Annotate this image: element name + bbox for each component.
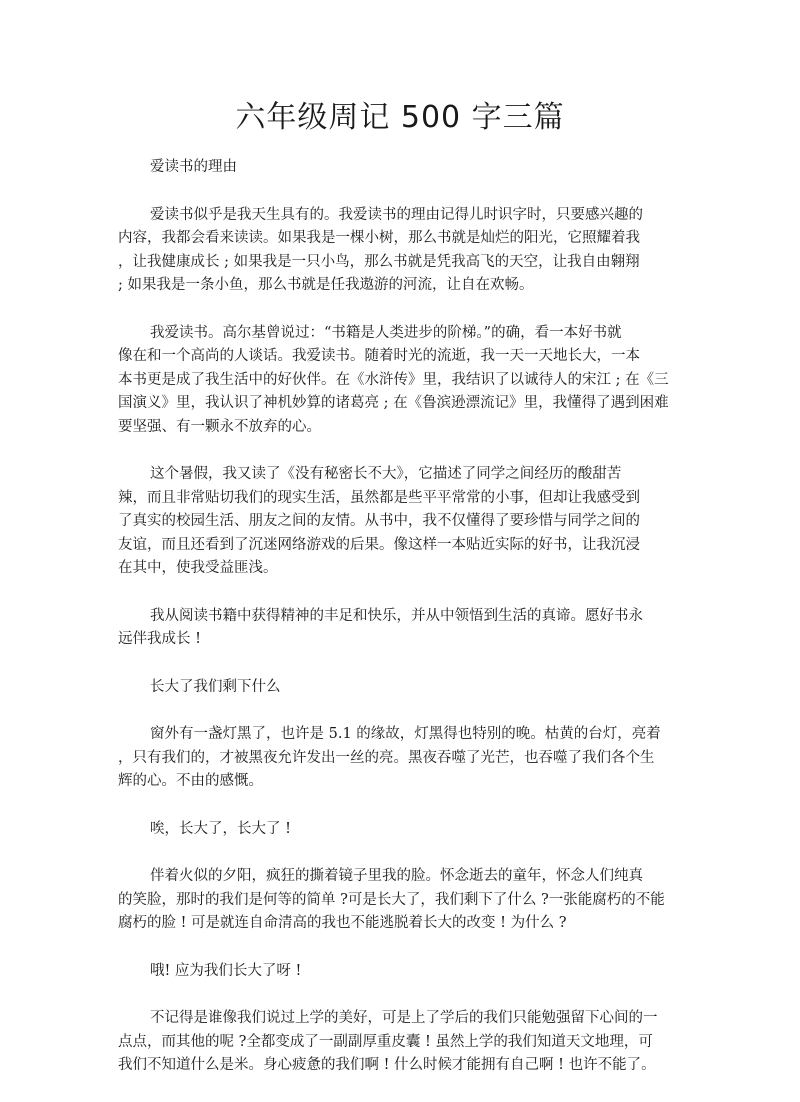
page-title: 六年级周记 500 字三篇: [235, 100, 565, 135]
paragraph-line: 像在和一个高尚的人谈话。我爱读书。随着时光的流逝，我一天一天地长大，一本: [118, 348, 640, 364]
paragraph: [118, 865, 678, 936]
paragraph: [118, 204, 678, 298]
paragraph-line: 腐朽的脸 ! 可是就连自命清高的我也不能逃脱着长大的改变 ! 为什么 ?: [118, 915, 567, 931]
paragraph-line: 我们不知道什么是米。身心疲惫的我们啊 ! 什么时候才能拥有自己啊 ! 也许不能了。: [118, 1057, 656, 1073]
paragraph-line: 要坚强、有一颗永不放弃的心。: [118, 418, 321, 435]
paragraph-line: 伴着火似的夕阳，疯狂的撕着镜子里我的脸。怀念逝去的童年，怀念人们纯真: [150, 868, 643, 884]
paragraph: [118, 1007, 678, 1078]
paragraph-line: ，让我健康成长 ; 如果我是一只小鸟，那么书就是凭我高飞的天空，让我自由翱翔: [118, 253, 640, 270]
section-heading: 唉，长大了，长大了 !: [150, 820, 291, 837]
paragraph-line: 我爱读书。高尔基曾说过：“书籍是人类进步的阶梯。”的确，看一本好书就: [150, 324, 622, 341]
paragraph-line: ; 如果我是一条小鱼，那么书就是任我遨游的河流，让自在欢畅。: [118, 277, 534, 293]
paragraph-line: 辣，而且非常贴切我们的现实生活，虽然都是些平平常常的小事，但却让我感受到: [118, 489, 640, 506]
paragraph-line: 了真实的校园生活、朋友之间的友情。从书中，我不仅懂得了要珍惜与同学之间的: [118, 513, 640, 529]
paragraph-line: 国演义》里，我认识了神机妙算的诸葛亮 ; 在《鲁滨逊漂流记》里，我懂得了遇到困难: [118, 395, 669, 411]
paragraph-line: 友谊，而且还看到了沉迷网络游戏的后果。像这样一本贴近实际的好书，让我沉浸: [118, 536, 640, 553]
paragraph-line: 点点，而其他的呢 ?全都变成了一副副厚重皮囊 ! 虽然上学的我们知道天文地理，可: [118, 1033, 653, 1050]
paragraph-line: 窗外有一盏灯黑了，也许是 5.1 的缘故，灯黑得也特别的晚。枯黄的台灯，亮着: [150, 726, 661, 742]
section-heading: 长大了我们剩下什么: [150, 678, 281, 695]
paragraph-line: 辉的心。不由的感慨。: [118, 773, 263, 789]
paragraph-line: 内容，我都会看来读读。如果我是一棵小树，那么书就是灿烂的阳光，它照耀着我: [118, 230, 640, 246]
paragraph-line: 的笑脸，那时的我们是何等的简单 ?可是长大了，我们剩下了什么 ?一张能腐朽的不能: [118, 891, 665, 908]
paragraph-line: 这个暑假，我又读了《没有秘密长不大》，它描述了同学之间经历的酸甜苦: [150, 466, 622, 482]
document-body: [118, 156, 678, 1102]
paragraph-line: 我从阅读书籍中获得精神的丰足和快乐，并从中领悟到生活的真谛。愿好书永: [150, 607, 643, 624]
paragraph: [118, 723, 678, 794]
paragraph-line: ，只有我们的，才被黑夜允许发出一丝的亮。黑夜吞噬了光芒，也吞噬了我们各个生: [118, 749, 655, 766]
paragraph: [118, 605, 678, 652]
paragraph: [118, 463, 678, 581]
paragraph-line: 爱读书似乎是我天生具有的。我爱读书的理由记得儿时识字时，只要感兴趣的: [150, 206, 643, 223]
section-heading: 哦! 应为我们长大了呀 !: [150, 962, 302, 979]
paragraph-line: 本书更是成了我生活中的好伙伴。在《水浒传》里，我结识了以诚待人的宋江 ; 在《三: [118, 371, 669, 388]
paragraph-line: 在其中，使我受益匪浅。: [118, 560, 278, 576]
section-heading: 爱读书的理由: [150, 159, 237, 175]
paragraph-line: 不记得是谁像我们说过上学的美好，可是上了学后的我们只能勉强留下心间的一: [150, 1010, 658, 1026]
paragraph-line: 远伴我成长 !: [118, 631, 201, 647]
paragraph: [118, 322, 678, 440]
